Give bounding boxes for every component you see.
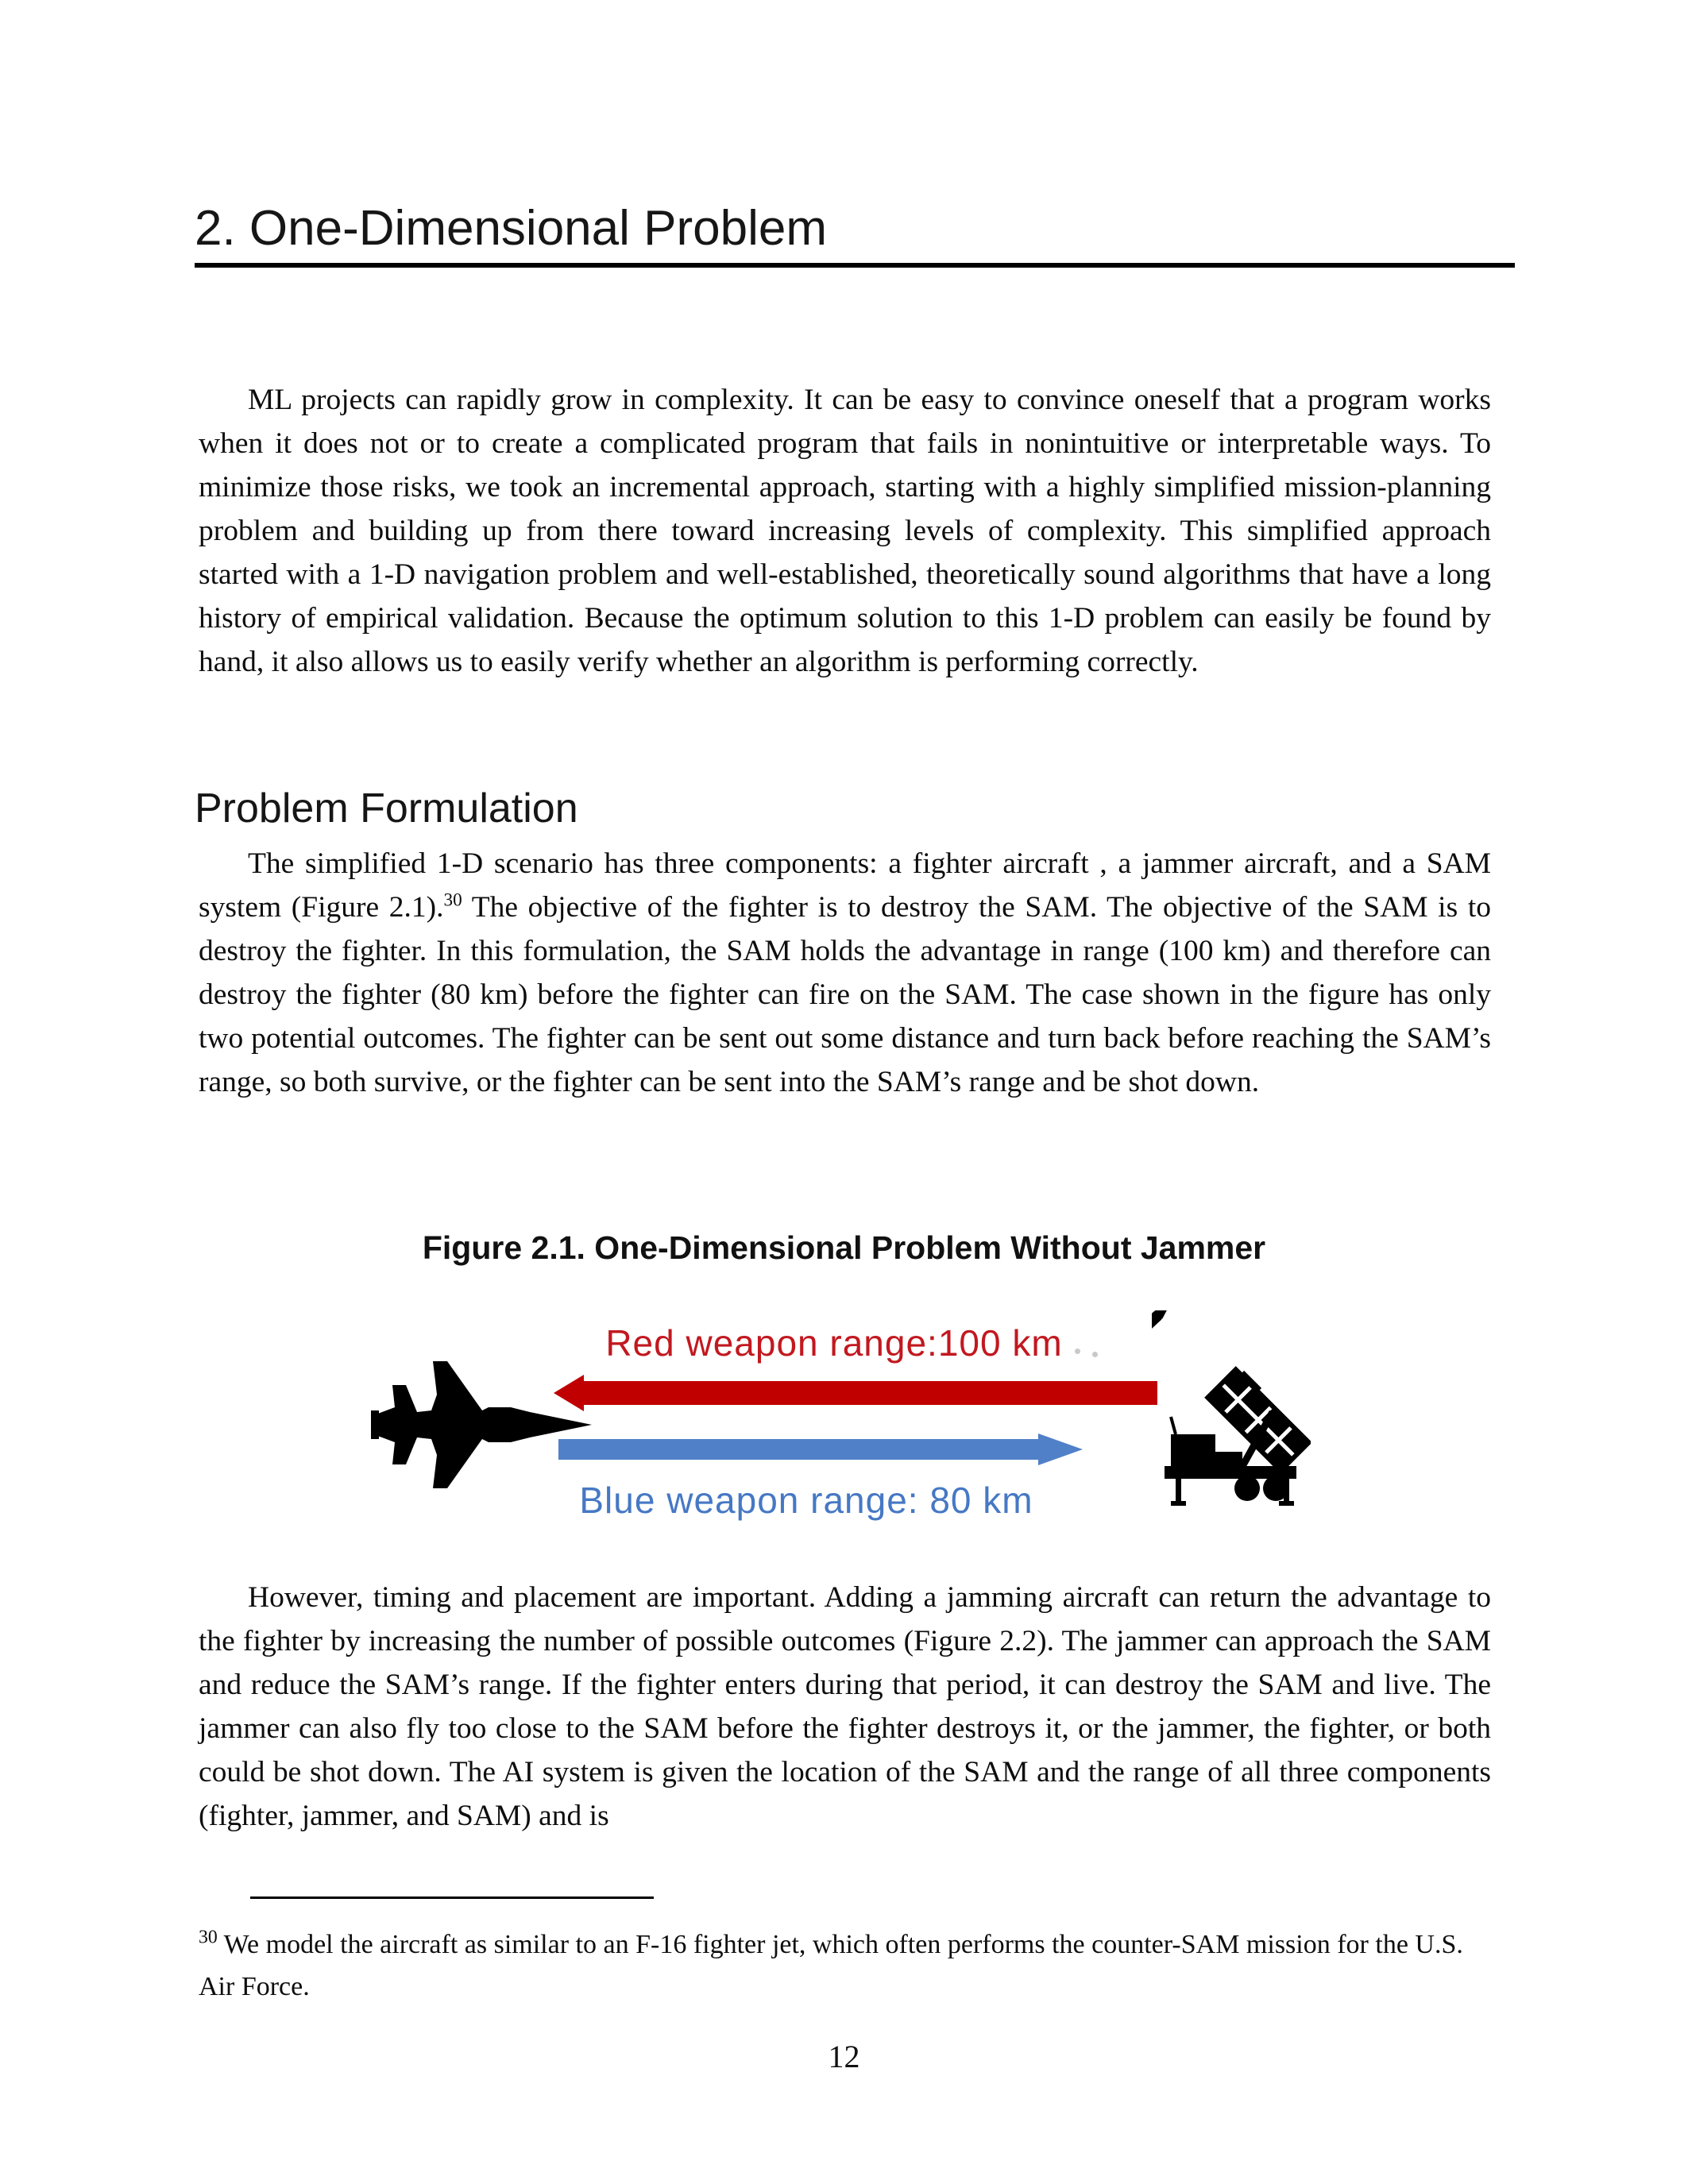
footnote-text: We model the aircraft as similar to an F-16 fighter jet, which often performs the counter-SAM mission for the U.S. Air Force. xyxy=(199,1930,1463,2001)
figure-caption: Figure 2.1. One-Dimensional Problem Without Jammer xyxy=(422,1229,1266,1266)
fighter-jet-icon xyxy=(369,1345,592,1504)
title-underline xyxy=(195,263,1515,268)
footnote-reference-30: 30 xyxy=(443,889,462,911)
figure-2-1 xyxy=(365,1293,1327,1549)
faint-dot-artifact xyxy=(1075,1349,1080,1354)
blue-weapon-range-label: Blue weapon range: 80 km xyxy=(579,1480,1033,1521)
blue-range-arrow-right-icon xyxy=(558,1433,1083,1465)
footnote-30 xyxy=(199,1924,1501,2008)
section-heading-problem-formulation: Problem Formulation xyxy=(195,785,578,832)
formulation-text-after-footnote-ref: The objective of the fighter is to destroy the SAM. The objective of the SAM is to destroy the fighter. In this formulation, the SAM holds the advantage in range (100 km) and therefore can destroy the fighter (80 km) before the fighter can fire on the SAM. The case shown in the figure has only two potential outcomes. The fighter can be sent out some distance and turn back before reaching the SAM’s range, so both survive, or the fighter can be sent into the SAM’s range and be shot down. xyxy=(199,891,1491,1098)
paragraph-after-figure: However, timing and placement are important. Adding a jamming aircraft can return the advantage to the fighter by increasing the number of possible outcomes (Figure 2.2). The jammer can approach the SAM and reduce the SAM’s range. If the fighter enters during that period, it can destroy the SAM and live. The jammer can also fly too close to the SAM before the fighter destroys it, or the jammer, the fighter, or both could be shot down. The AI system is given the location of the SAM and the range of all three components (fighter, jammer, and SAM) and is xyxy=(199,1581,1491,1832)
page-number: 12 xyxy=(828,2039,860,2074)
formulation-text-before-footnote-ref: The simplified 1-D scenario has three components: a fighter aircraft , a jammer aircraft, and a SAM system (Figure 2.1). xyxy=(199,847,1491,924)
paragraph-intro: ML projects can rapidly grow in complexity. It can be easy to convince oneself that a program works when it does not or to create a complicated program that fails in nonintuitive or interpretable ways. To minimize those risks, we took an incremental approach, starting with a highly simplified mission-planning problem and building up from there toward increasing levels of complexity. This simplified approach started with a 1-D navigation problem and well-established, theoretically sound algorithms that have a long history of empirical validation. Because the optimum solution to this 1-D problem can easily be found by hand, it also allows us to easily verify whether an algorithm is performing correctly. xyxy=(199,384,1491,678)
faint-dot-artifact xyxy=(1092,1352,1098,1357)
sam-launcher-icon xyxy=(1152,1310,1311,1509)
paragraph-problem-formulation xyxy=(199,842,1491,1104)
footnote-marker: 30 xyxy=(199,1927,218,1948)
page-title: 2. One-Dimensional Problem xyxy=(195,201,828,256)
red-range-arrow-left-icon xyxy=(554,1375,1157,1411)
red-weapon-range-label: Red weapon range:100 km xyxy=(605,1322,1063,1364)
footnote-separator xyxy=(250,1897,654,1899)
